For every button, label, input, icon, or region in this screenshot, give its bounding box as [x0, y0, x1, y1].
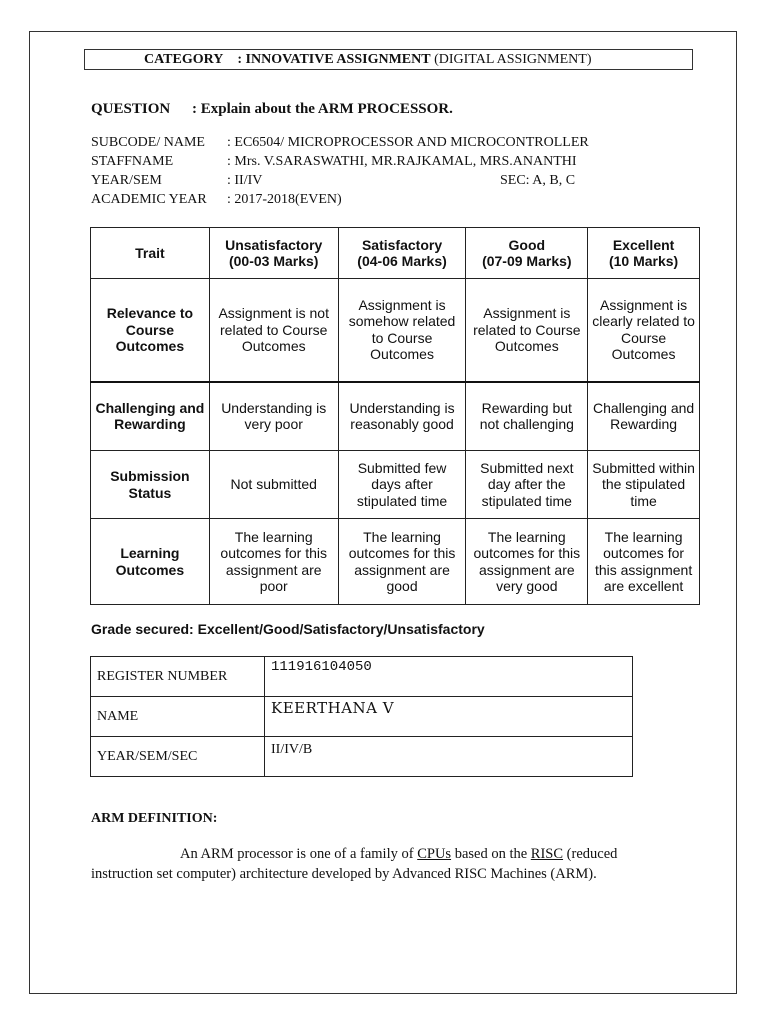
category-suffix: (DIGITAL ASSIGNMENT) — [434, 52, 592, 67]
rubric-header-satisfactory: Satisfactory (04-06 Marks) — [338, 228, 466, 279]
student-info-table — [90, 656, 633, 777]
meta-value: : Mrs. V.SARASWATHI, MR.RAJKAMAL, MRS.ANANTHI — [227, 154, 577, 169]
rubric-row-learning — [91, 519, 700, 605]
rubric-trait: Submission Status — [91, 451, 210, 519]
rubric-cell: Assignment is somehow related to Course Outcomes — [338, 279, 466, 382]
rubric-cell: Assignment is not related to Course Outcomes — [209, 279, 338, 382]
student-row-name — [91, 697, 633, 737]
para-text: based on the — [451, 846, 531, 862]
para-text: An ARM processor is one of a family of — [180, 846, 418, 862]
meta-section: SEC: A, B, C — [500, 173, 576, 188]
rubric-row-submission — [91, 451, 700, 519]
meta-label: STAFFNAME — [91, 154, 174, 169]
rubric-cell: Rewarding but not challenging — [466, 382, 588, 451]
rubric-cell: Assignment is related to Course Outcomes — [466, 279, 588, 382]
arm-definition-paragraph — [91, 844, 651, 884]
rubric-row-relevance — [91, 279, 700, 382]
rubric-trait: Challenging and Rewarding — [91, 382, 210, 451]
rubric-cell: Understanding is very poor — [209, 382, 338, 451]
rubric-cell: Understanding is reasonably good — [338, 382, 466, 451]
grade-secured: Grade secured: Excellent/Good/Satisfactory/Unsatisfactory — [91, 621, 485, 637]
rubric-cell: Submitted few days after stipulated time — [338, 451, 466, 519]
question-label: QUESTION — [91, 101, 171, 117]
name-value: KEERTHANA V — [265, 697, 633, 737]
rubric-table — [90, 227, 700, 605]
cpus-link[interactable]: CPUs — [417, 846, 452, 862]
rubric-cell: Not submitted — [209, 451, 338, 519]
rubric-cell: The learning outcomes for this assignment are very good — [466, 519, 588, 605]
rubric-header-row — [91, 228, 700, 279]
meta-label: YEAR/SEM — [91, 173, 162, 188]
para-text: (reduced instruction set computer) architecture developed by Advanced RISC Machines (ARM). — [91, 846, 618, 882]
student-row-register — [91, 657, 633, 697]
meta-value: : 2017-2018(EVEN) — [227, 192, 342, 207]
year-sem-sec-label: YEAR/SEM/SEC — [91, 737, 265, 777]
rubric-header-trait: Trait — [91, 228, 210, 279]
rubric-header-good: Good (07-09 Marks) — [466, 228, 588, 279]
question-line — [91, 101, 453, 118]
category-value: : INNOVATIVE ASSIGNMENT — [237, 52, 431, 67]
register-number-value: 111916104050 — [265, 657, 633, 697]
rubric-trait: Learning Outcomes — [91, 519, 210, 605]
register-number-label: REGISTER NUMBER — [91, 657, 265, 697]
meta-value: : II/IV — [227, 173, 263, 188]
question-text: : Explain about the ARM PROCESSOR. — [192, 101, 453, 117]
year-sem-sec-value: II/IV/B — [265, 737, 633, 777]
rubric-trait: Relevance to Course Outcomes — [91, 279, 210, 382]
meta-label: ACADEMIC YEAR — [91, 192, 207, 207]
rubric-cell: Submitted within the stipulated time — [588, 451, 700, 519]
rubric-header-unsatisfactory: Unsatisfactory (00-03 Marks) — [209, 228, 338, 279]
rubric-cell: Submitted next day after the stipulated time — [466, 451, 588, 519]
rubric-cell: The learning outcomes for this assignment are excellent — [588, 519, 700, 605]
rubric-cell: Assignment is clearly related to Course Outcomes — [588, 279, 700, 382]
category-box — [84, 49, 693, 70]
rubric-cell: The learning outcomes for this assignment are poor — [209, 519, 338, 605]
category-label: CATEGORY — [144, 52, 224, 67]
name-label: NAME — [91, 697, 265, 737]
rubric-cell: Challenging and Rewarding — [588, 382, 700, 451]
rubric-header-excellent: Excellent (10 Marks) — [588, 228, 700, 279]
student-row-yss — [91, 737, 633, 777]
risc-link[interactable]: RISC — [530, 846, 564, 862]
rubric-row-challenging — [91, 382, 700, 451]
meta-value: : EC6504/ MICROPROCESSOR AND MICROCONTROLLER — [227, 135, 589, 150]
meta-label: SUBCODE/ NAME — [91, 135, 205, 150]
rubric-cell: The learning outcomes for this assignment are good — [338, 519, 466, 605]
arm-definition-heading: ARM DEFINITION: — [91, 811, 218, 826]
